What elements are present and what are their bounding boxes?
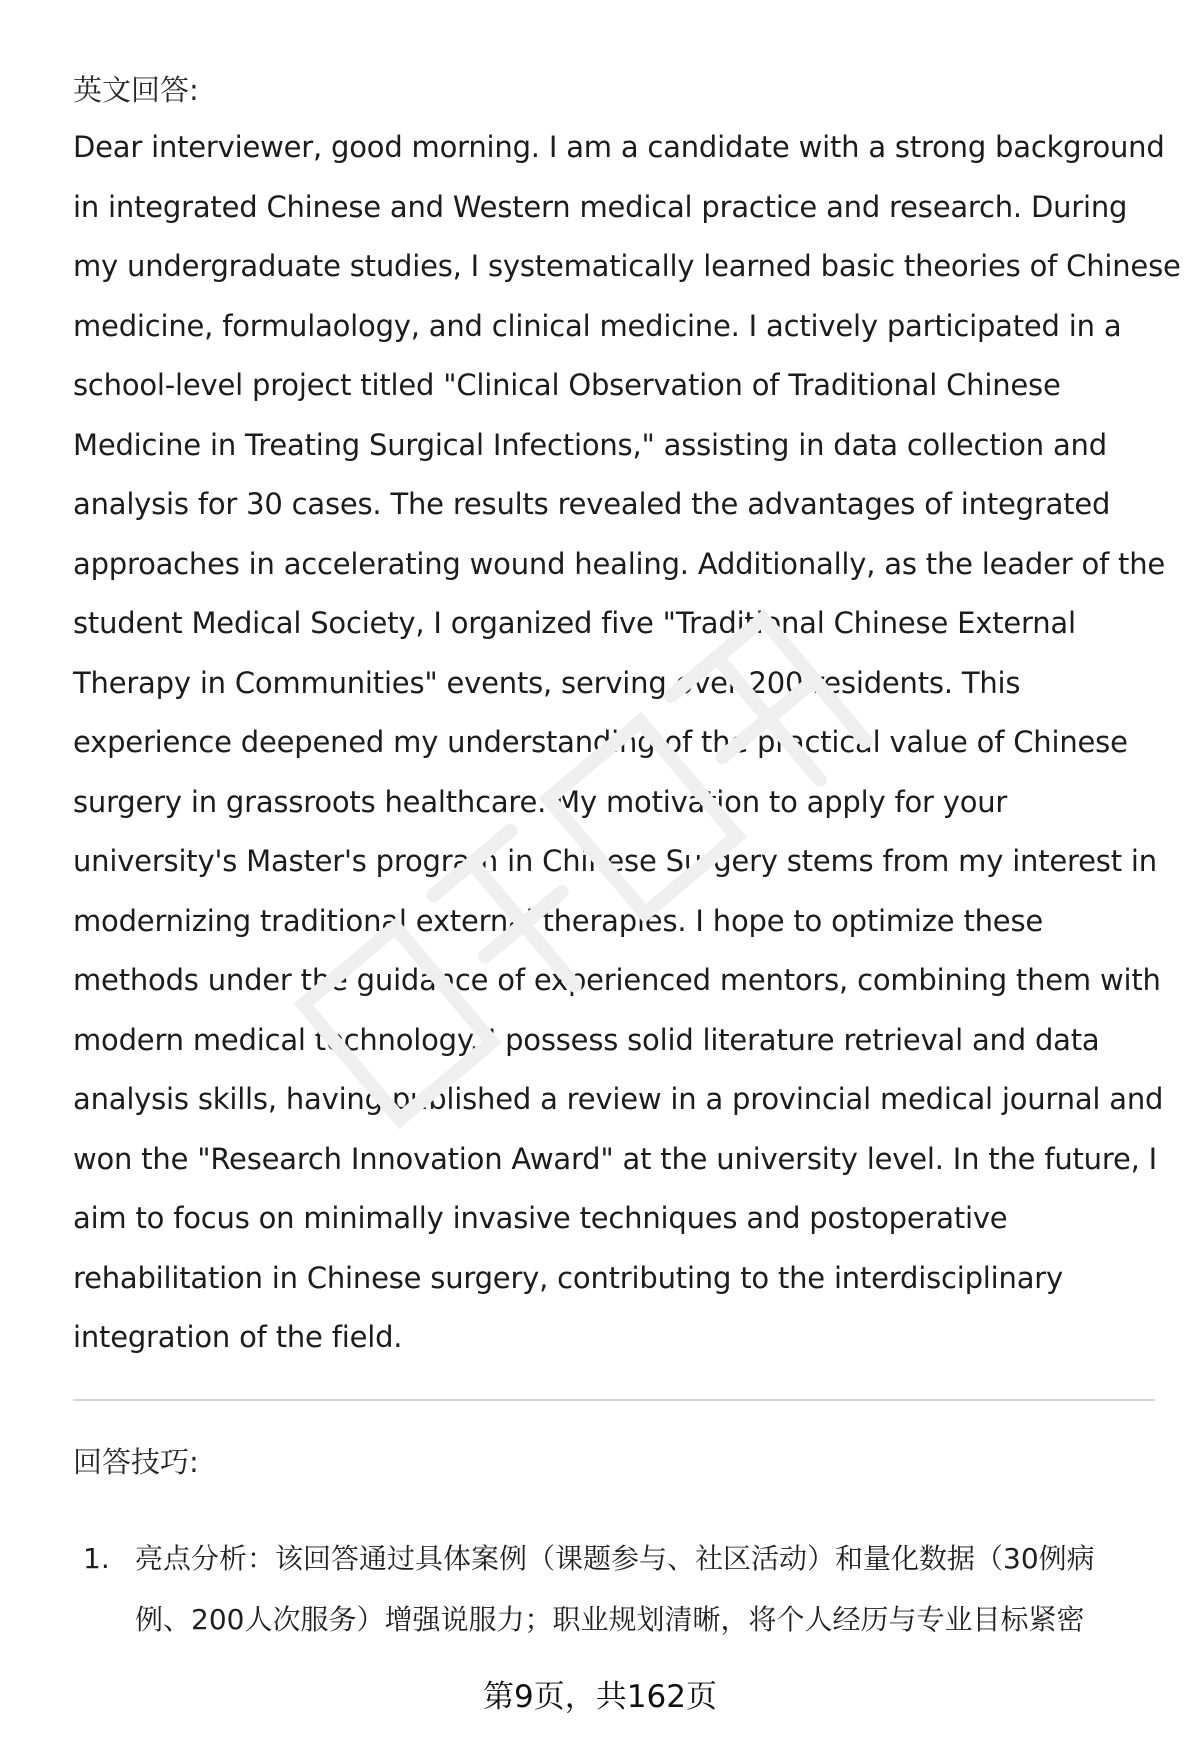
- english-answer-heading: 英文回答:: [73, 73, 199, 107]
- section-divider: [73, 1399, 1155, 1401]
- answer-line: modernizing traditional external therapies. I hope to optimize these: [73, 903, 1043, 938]
- answer-line: approaches in accelerating wound healing. Additionally, as the leader of the: [73, 546, 1166, 581]
- answer-line: surgery in grassroots healthcare. My motivation to apply for your: [73, 784, 1008, 819]
- tips-list: [83, 1528, 1163, 1650]
- answer-line: school-level project titled "Clinical Observation of Traditional Chinese: [73, 368, 1061, 402]
- answer-line: analysis for 30 cases. The results revealed the advantages of integrated: [73, 487, 1111, 521]
- answer-line: medicine, formulaology, and clinical medicine. I actively participated in a: [73, 308, 1122, 343]
- answer-line: rehabilitation in Chinese surgery, contributing to the interdisciplinary: [73, 1260, 1063, 1295]
- answer-line: university's Master's program in Chinese Surgery stems from my interest in: [73, 844, 1157, 878]
- list-item: [83, 1528, 1163, 1650]
- answer-line: my undergraduate studies, I systematically learned basic theories of Chinese: [73, 249, 1181, 283]
- tip-line: 例、200人次服务）增强说服力；职业规划清晰，将个人经历与专业目标紧密: [135, 1603, 1085, 1636]
- answer-line: aim to focus on minimally invasive techniques and postoperative: [73, 1201, 1008, 1235]
- english-answer-paragraph: [73, 118, 1181, 1368]
- answer-line: experience deepened my understanding of the practical value of Chinese: [73, 725, 1128, 759]
- page-number-footer: 第9页，共162页: [483, 1679, 717, 1715]
- answer-line: methods under the guidance of experienced mentors, combining them with: [73, 963, 1161, 997]
- answer-line: Dear interviewer, good morning. I am a candidate with a strong background: [73, 130, 1165, 164]
- answer-line: Therapy in Communities" events, serving over 200 residents. This: [73, 665, 1021, 700]
- answer-line: integration of the field.: [73, 1320, 403, 1354]
- answer-line: student Medical Society, I organized five "Traditional Chinese External: [73, 606, 1076, 640]
- answer-line: won the "Research Innovation Award" at the university level. In the future, I: [73, 1141, 1157, 1176]
- list-item-number: 1.: [83, 1542, 110, 1575]
- list-item-text: [135, 1528, 1095, 1650]
- answer-tips-heading: 回答技巧:: [73, 1445, 199, 1479]
- tip-line: 亮点分析：该回答通过具体案例（课题参与、社区活动）和量化数据（30例病: [135, 1542, 1095, 1575]
- answer-line: modern medical technology. I possess solid literature retrieval and data: [73, 1022, 1100, 1057]
- answer-line: Medicine in Treating Surgical Infections," assisting in data collection and: [73, 427, 1107, 462]
- answer-line: analysis skills, having published a review in a provincial medical journal and: [73, 1082, 1164, 1116]
- answer-line: in integrated Chinese and Western medical practice and research. During: [73, 189, 1128, 224]
